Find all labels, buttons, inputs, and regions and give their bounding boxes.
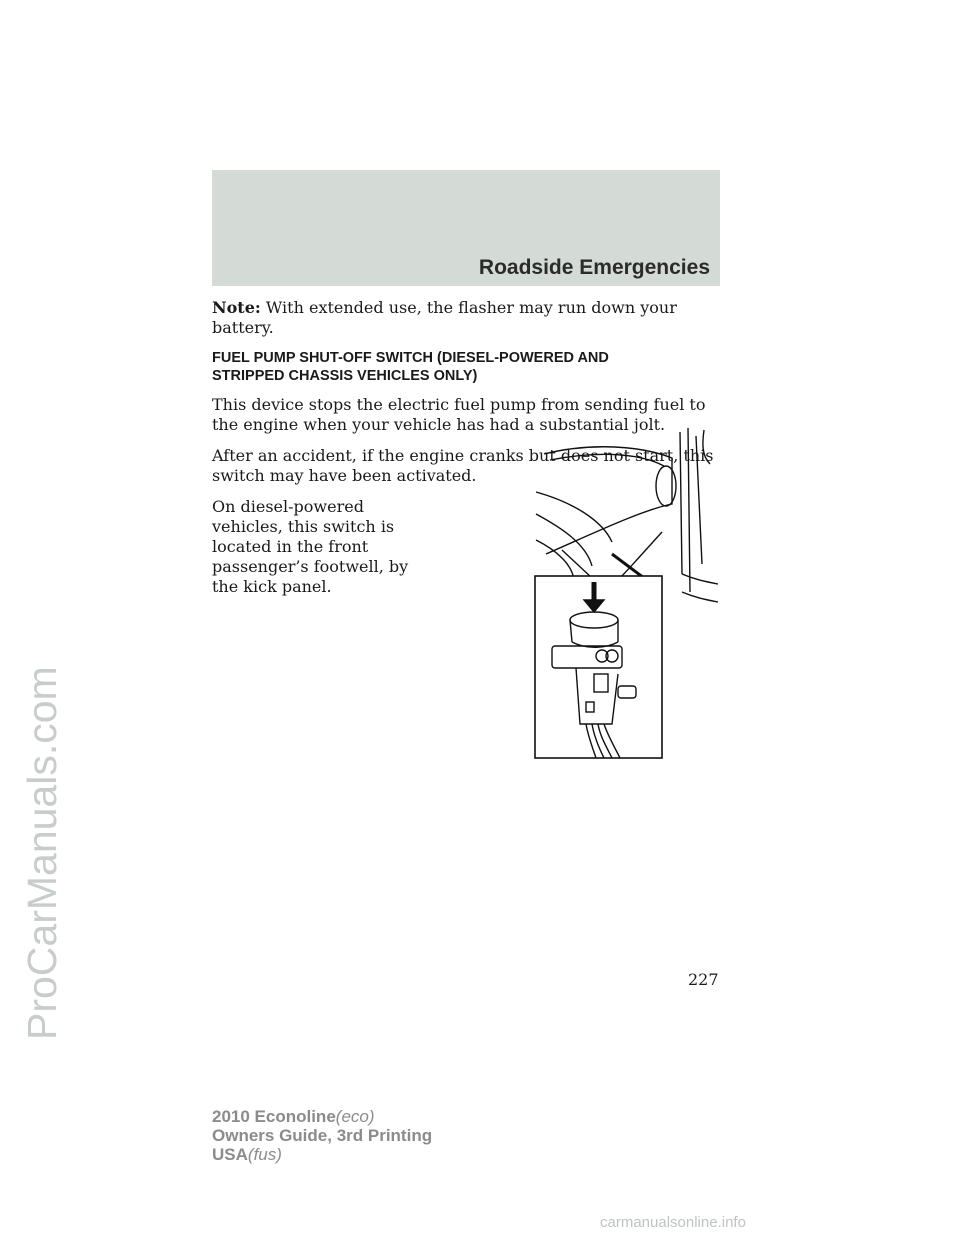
- bottom-watermark: carmanualsonline.info: [600, 1214, 746, 1231]
- note-paragraph: [212, 298, 722, 338]
- paragraph-2: After an accident, if the engine cranks but does not start, this switch may have been activated.: [212, 446, 714, 485]
- paragraph-3: On diesel-powered vehicles, this switch is located in the front passenger’s footwell, by the kick panel.: [212, 497, 409, 596]
- section-title: Roadside Emergencies: [478, 256, 710, 279]
- side-watermark-text: ProCarManuals.com: [19, 666, 65, 1040]
- heading-line-2: STRIPPED CHASSIS VEHICLES ONLY): [212, 368, 478, 384]
- section-heading: [212, 349, 722, 385]
- paragraph-1: This device stops the electric fuel pump from sending fuel to the engine when your vehicle has had a substantial jolt.: [212, 395, 706, 434]
- footer-line-3: [212, 1145, 432, 1164]
- footer-model-code: (eco): [335, 1107, 375, 1126]
- section-header: [212, 170, 720, 286]
- footer-model: 2010 Econoline: [212, 1107, 336, 1126]
- footer-market-code: (fus): [247, 1145, 282, 1164]
- document-footer: [212, 1107, 432, 1164]
- footer-line-2: Owners Guide, 3rd Printing: [212, 1126, 433, 1145]
- footer-market: USA: [212, 1145, 248, 1164]
- footer-line-1: [212, 1107, 432, 1126]
- side-watermark: [6, 0, 76, 1242]
- note-label: Note:: [212, 298, 261, 317]
- heading-line-1: FUEL PUMP SHUT-OFF SWITCH (DIESEL-POWERED AND: [212, 350, 609, 366]
- page-number: 227: [688, 970, 719, 989]
- note-text: With extended use, the flasher may run down your battery.: [212, 298, 677, 337]
- fuel-pump-switch-illustration: [532, 424, 722, 760]
